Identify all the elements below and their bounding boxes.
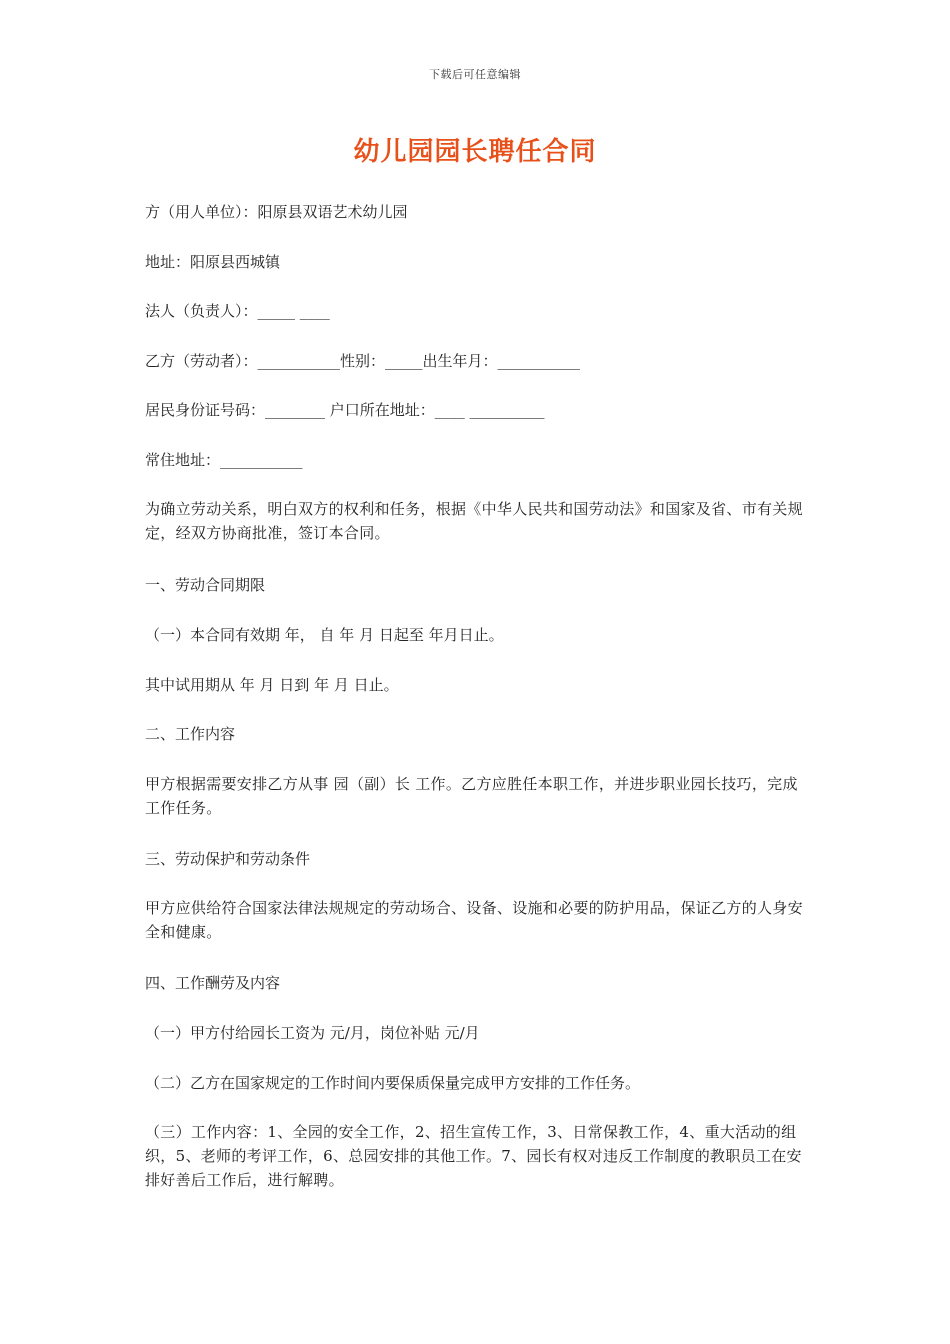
- work-content-paragraph: 甲方根据需要安排乙方从事 园（副）长 工作。乙方应胜任本职工作，并进步职业园长技巧，完成工作任务。: [145, 775, 798, 817]
- address-line: 地址：阳原县西城镇: [145, 253, 281, 271]
- party-a-line: 方（用人单位）：阳原县双语艺术幼儿园: [145, 203, 408, 221]
- id-number-line: 居民身份证号码：________ 户口所在地址：____ __________: [145, 401, 545, 419]
- section-3-heading: 三、劳动保护和劳动条件: [145, 850, 311, 868]
- preamble-paragraph: 为确立劳动关系，明白双方的权利和任务，根据《中华人民共和国劳动法》和国家及省、市有关规定，经双方协商批准，签订本合同。: [145, 500, 803, 542]
- header-note: 下载后可任意编辑: [429, 68, 521, 81]
- job-content-paragraph: （三）工作内容：1、全园的安全工作，2、招生宣传工作，3、日常保教工作，4、重大活动的组织，5、老师的考评工作，6、总园安排的其他工作。7、园长有权对违反工作制度的教职员工在安排好善后工作后，进行解聘。: [145, 1123, 802, 1189]
- labor-protection-paragraph: 甲方应供给符合国家法律法规规定的劳动场合、设备、设施和必要的防护用品，保证乙方的人身安全和健康。: [145, 899, 803, 941]
- residence-line: 常住地址：___________: [145, 451, 303, 469]
- party-b-line: 乙方（劳动者）：___________性别：_____出生年月：___________: [145, 352, 581, 370]
- salary-line: （一）甲方付给园长工资为 元/月，岗位补贴 元/月: [145, 1024, 480, 1042]
- section-1-heading: 一、劳动合同期限: [145, 576, 266, 594]
- duty-line: （二）乙方在国家规定的工作时间内要保质保量完成甲方安排的工作任务。: [145, 1074, 641, 1092]
- legal-person-line: 法人（负责人）：_____ ____: [145, 302, 330, 320]
- document-title: 幼儿园园长聘任合同: [353, 137, 597, 167]
- section-2-heading: 二、工作内容: [145, 725, 236, 743]
- probation-line: 其中试用期从 年 月 日到 年 月 日止。: [145, 676, 399, 694]
- section-4-heading: 四、工作酬劳及内容: [145, 974, 281, 992]
- contract-term-line: （一）本合同有效期 年， 自 年 月 日起至 年月日止。: [145, 626, 504, 644]
